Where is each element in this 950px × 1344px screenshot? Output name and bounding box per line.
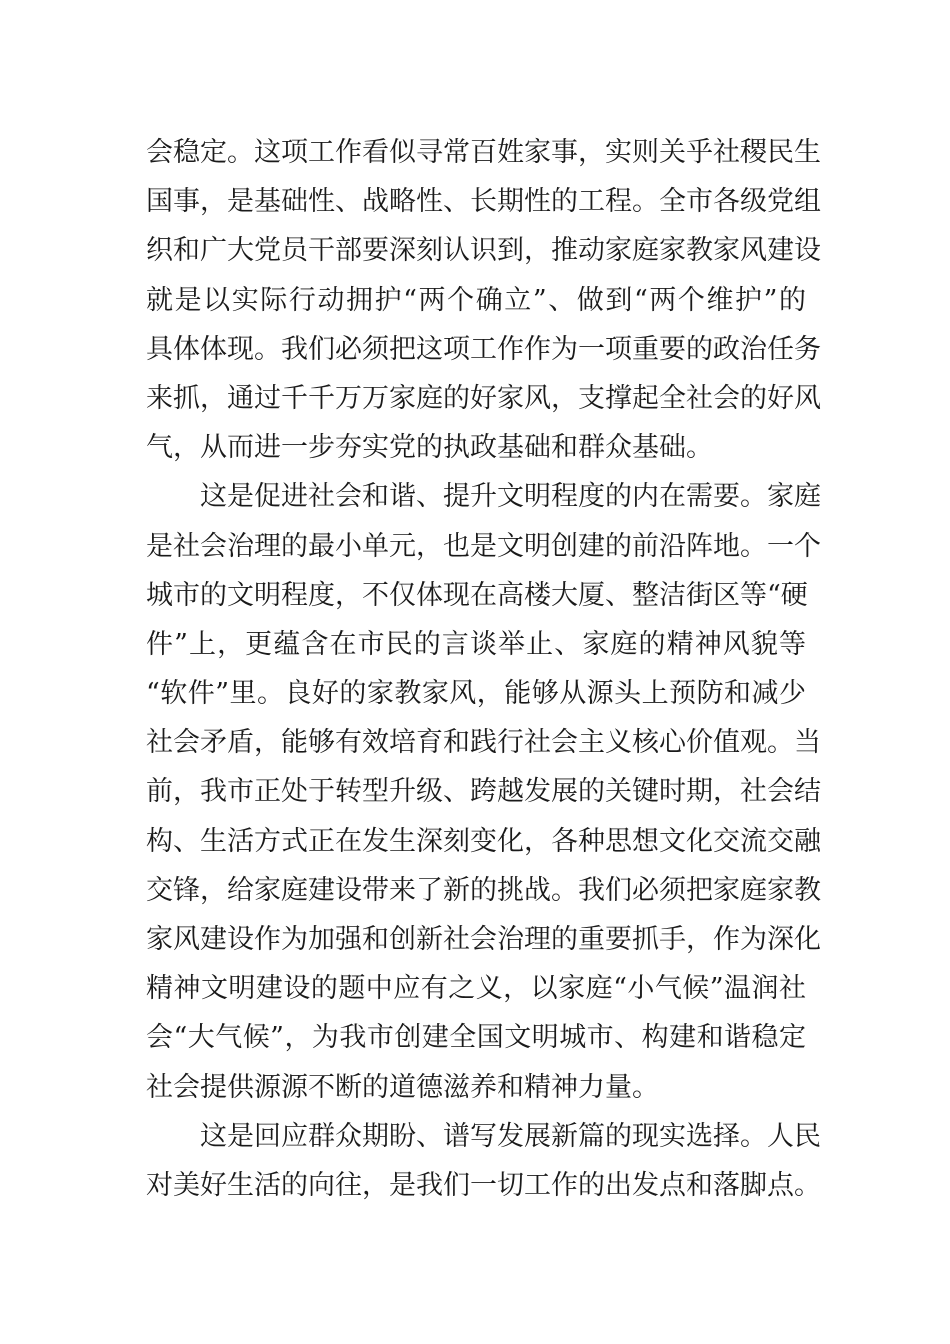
text-line-content: 会“大气候”，为我市创建全国文明城市、构建和谐稳定 <box>146 1022 806 1054</box>
text-line <box>146 226 821 275</box>
text-line-content: 城市的文明程度，不仅体现在高楼大厦、整洁街区等“硬 <box>146 579 808 611</box>
text-line-content: 精神文明建设的题中应有之义，以家庭“小气候”温润社 <box>146 973 806 1005</box>
text-line <box>146 817 821 866</box>
text-line <box>146 718 821 767</box>
text-line-content: 来抓，通过千千万万家庭的好家风，支撑起全社会的好风 <box>146 382 821 414</box>
text-line <box>146 866 821 915</box>
text-line-content: 是社会治理的最小单元，也是文明创建的前沿阵地。一个 <box>146 530 821 562</box>
text-line <box>146 325 821 374</box>
text-line <box>146 571 806 620</box>
text-line-content: 交锋，给家庭建设带来了新的挑战。我们必须把家庭家教 <box>146 874 821 906</box>
text-line-content: 这是促进社会和谐、提升文明程度的内在需要。家庭 <box>200 481 821 513</box>
text-line <box>146 620 806 669</box>
text-line <box>146 374 821 423</box>
text-line-content: 会稳定。这项工作看似寻常百姓家事，实则关乎社稷民生 <box>146 137 821 168</box>
text-line <box>146 1161 821 1210</box>
text-line-content: 社会提供源源不断的道德滋养和精神力量。 <box>146 1071 659 1103</box>
text-line <box>146 177 821 226</box>
body-text <box>146 128 821 1210</box>
text-line-content: “软件”里。良好的家教家风，能够从源头上预防和减少 <box>146 678 806 710</box>
text-line <box>146 472 821 521</box>
text-line-content: 这是回应群众期盼、谱写发展新篇的现实选择。人民 <box>200 1120 821 1152</box>
text-line-content: 件”上，更蕴含在市民的言谈举止、家庭的精神风貌等 <box>146 628 806 660</box>
text-line <box>146 522 821 571</box>
text-line-content: 对美好生活的向往，是我们一切工作的出发点和落脚点。 <box>146 1169 821 1201</box>
text-line <box>146 128 821 177</box>
text-line <box>146 1112 821 1161</box>
text-line-content: 前，我市正处于转型升级、跨越发展的关键时期，社会结 <box>146 776 821 808</box>
text-line-content: 就是以实际行动拥护“两个确立”、做到“两个维护”的 <box>146 284 806 316</box>
text-line-content: 国事，是基础性、战略性、长期性的工程。全市各级党组 <box>146 186 821 218</box>
text-line-content: 具体体现。我们必须把这项工作作为一项重要的政治任务 <box>146 333 821 365</box>
text-line-content: 社会矛盾，能够有效培育和践行社会主义核心价值观。当 <box>146 727 821 759</box>
text-line <box>146 1063 806 1112</box>
text-line <box>146 276 806 325</box>
text-line <box>146 915 821 964</box>
text-line-content: 织和广大党员干部要深刻认识到，推动家庭家教家风建设 <box>146 235 821 267</box>
text-line-content: 气，从而进一步夯实党的执政基础和群众基础。 <box>146 432 713 464</box>
text-line-content: 家风建设作为加强和创新社会治理的重要抓手，作为深化 <box>146 924 821 955</box>
text-line <box>146 964 806 1013</box>
text-line <box>146 423 806 472</box>
text-line-content: 构、生活方式正在发生深刻变化，各种思想文化交流交融 <box>146 825 821 857</box>
text-line <box>146 767 821 816</box>
text-line <box>146 1013 806 1062</box>
text-line <box>146 669 806 718</box>
